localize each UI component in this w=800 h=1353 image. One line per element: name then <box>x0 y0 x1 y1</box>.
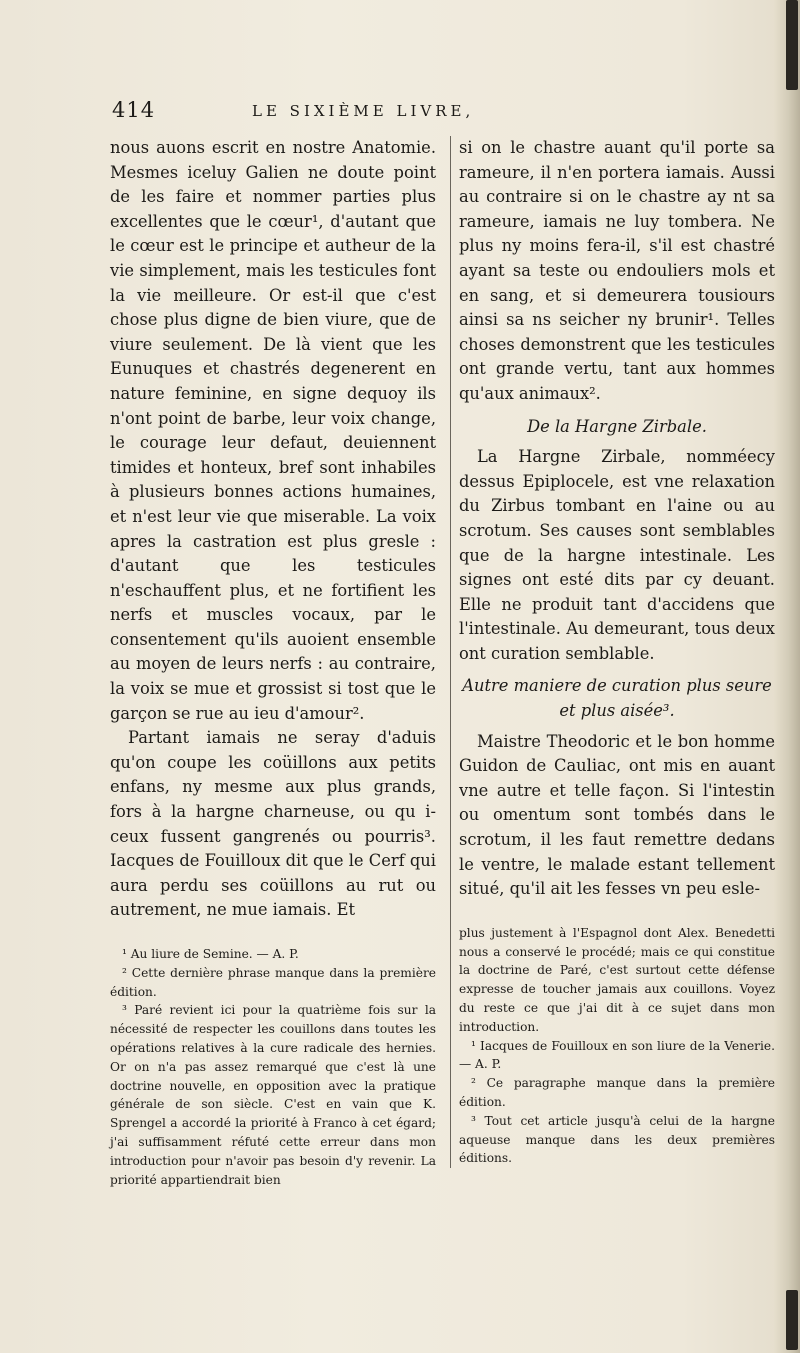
left-column <box>110 136 436 1189</box>
footnote: ² Cette dernière phrase manque dans la première édition. <box>110 965 436 999</box>
footnote: ¹ Iacques de Fouilloux en son liure de la Venerie. — A. P. <box>459 1038 775 1072</box>
right-body <box>459 136 775 902</box>
paragraph: nous auons escrit en nostre Anatomie. Mesmes iceluy Galien ne doute point de les faire et nommer parties plus excellentes que le cœur¹, d'autant que le cœur est le principe et autheur de la vie simplement, mais les testicules font la vie meilleure. Or est-il que c'est chose plus digne de bien viure, que de viure seulement. De là vient que les Eunuques et chastrés degenerent en nature feminine, en signe dequoy ils n'ont point de barbe, leur voix change, le courage leur defaut, deuiennent timides et honteux, bref sont inhabiles à plusieurs bonnes actions humaines, et n'est leur vie que miserable. La voix apres la castration est plus gresle : d'autant que les testicules n'eschauffent plus, et ne fortifient les nerfs et muscles vocaux, par le consentement qu'ils auoient ensemble au moyen de leurs nerfs : au contraire, la voix se mue et grossist si tost que le garçon se rue au ieu d'amour². <box>110 138 436 723</box>
paragraph: Partant iamais ne seray d'aduis qu'on coupe les coüillons aux petits enfans, ny mesme aux plus grands, fors à la hargne charneuse, ou qu i-ceux fussent gangrenés ou pourris³. Iacques de Fouilloux dit que le Cerf qui aura perdu ses coüillons au rut ou autrement, ne mue iamais. Et <box>110 728 436 920</box>
paragraph: si on le chastre auant qu'il porte sa rameure, il n'en portera iamais. Aussi au contraire si on le chastre ay nt sa rameure, iamais ne luy tombera. Ne plus ny moins fera-il, s'il est chastré ayant sa teste ou endouliers mols et en sang, et si demeurera tousiours ainsi sa ns seicher ny brunir¹. Telles choses demonstrent que les testicules ont grande vertu, tant aux hommes qu'aux animaux². <box>459 138 775 403</box>
edge-mark <box>786 1290 798 1350</box>
footnote: plus justement à l'Espagnol dont Alex. Benedetti nous a conservé le procédé; mais ce qui constitue la doctrine de Paré, c'est surtout cette défense expresse de toucher jamais aux couillons. Voyez du reste ce que j'ai dit à ce sujet dans mon introduction. <box>459 925 775 1034</box>
footnote: ² Ce paragraphe manque dans la première édition. <box>459 1076 775 1109</box>
running-title: LE SIXIÈME LIVRE, <box>252 102 475 120</box>
paragraph: Maistre Theodoric et le bon homme Guidon de Cauliac, ont mis en auant vne autre et telle façon. Si l'intestin ou omentum sont tombés dans le scrotum, il les faut remettre dedans le ventre, le malade estant tellement situé, qu'il ait les fesses vn peu esle- <box>459 731 775 899</box>
paragraph: La Hargne Zirbale, nomméecy dessus Epiplocele, est vne relaxation du Zirbus tombant en l'aine ou au scrotum. Ses causes sont semblables que de la hargne intestinale. Les signes ont esté dits par cy deuant. Elle ne produit tant d'accidens que l'intestinale. Au demeurant, tous deux ont curation semblable. <box>459 447 775 663</box>
footnote: ³ Paré revient ici pour la quatrième fois sur la nécessité de respecter les couillons dans toutes les opérations relatives à la cure radicale des hernies. Or on n'a pas assez remarqué que c'est là une doctrine nouvelle, en opposition avec la pratique générale de son siècle. C'est en vain que K. Sprengel a accordé la priorité à Franco à cet égard; j'ai suffisamment réfuté cette erreur dans mon introduction pour n'avoir pas besoin d'y revenir. La priorité appartiendrait bien <box>110 1003 436 1187</box>
section-heading: De la Hargne Zirbale. <box>527 416 707 436</box>
page-number: 414 <box>112 98 156 122</box>
section-heading: Autre maniere de curation plus seure et plus aisée³. <box>462 676 772 721</box>
footnotes <box>459 924 775 1168</box>
right-column <box>450 136 775 1168</box>
running-header <box>112 98 712 126</box>
edge-mark <box>786 0 798 90</box>
footnote: ¹ Au liure de Semine. — A. P. <box>122 947 299 961</box>
footnote: ³ Tout cet article jusqu'à celui de la hargne aqueuse manque dans les deux premières éditions. <box>459 1113 775 1166</box>
page-edge <box>774 0 800 1353</box>
left-body <box>110 136 436 923</box>
footnotes <box>110 945 436 1189</box>
